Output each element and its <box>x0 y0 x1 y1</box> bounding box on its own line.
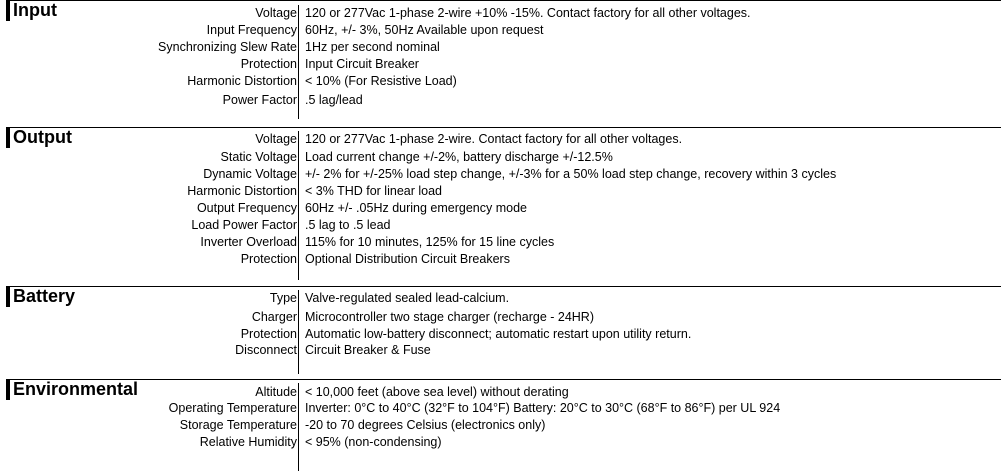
spec-value: < 95% (non-condensing) <box>305 435 442 449</box>
spec-label: Inverter Overload <box>200 235 297 249</box>
spec-value: .5 lag/lead <box>305 93 363 107</box>
section-battery <box>0 286 1003 376</box>
spec-row <box>0 290 1003 307</box>
spec-value: Automatic low-battery disconnect; automatic restart upon utility return. <box>305 327 692 341</box>
spec-row <box>0 251 1003 268</box>
spec-row <box>0 149 1003 166</box>
section-rule <box>6 127 1001 128</box>
section-title: Input <box>6 1 57 21</box>
spec-value: 60Hz, +/- 3%, 50Hz Available upon request <box>305 23 544 37</box>
spec-label: Harmonic Distortion <box>187 74 297 88</box>
spec-row <box>0 200 1003 217</box>
spec-label: Voltage <box>255 132 297 146</box>
spec-label: Dynamic Voltage <box>203 167 297 181</box>
spec-value: Inverter: 0°C to 40°C (32°F to 104°F) Battery: 20°C to 30°C (68°F to 86°F) per UL 924 <box>305 401 781 415</box>
spec-value: 1Hz per second nominal <box>305 40 440 54</box>
spec-value: < 3% THD for linear load <box>305 184 442 198</box>
spec-row <box>0 217 1003 234</box>
spec-row <box>0 234 1003 251</box>
spec-label: Operating Temperature <box>168 401 297 415</box>
spec-value: Input Circuit Breaker <box>305 57 419 71</box>
spec-value: < 10,000 feet (above sea level) without derating <box>305 385 569 399</box>
spec-row <box>0 342 1003 359</box>
spec-row <box>0 183 1003 200</box>
spec-label: Output Frequency <box>196 201 297 215</box>
spec-label: Input Frequency <box>206 23 297 37</box>
spec-value: -20 to 70 degrees Celsius (electronics only) <box>305 418 546 432</box>
spec-label: Protection <box>240 327 297 341</box>
section-rule <box>6 286 1001 287</box>
spec-label: Voltage <box>255 6 297 20</box>
spec-value: 115% for 10 minutes, 125% for 15 line cycles <box>305 235 555 249</box>
spec-label: Synchronizing Slew Rate <box>158 40 297 54</box>
spec-row <box>0 384 1003 401</box>
section-environmental <box>0 379 1003 471</box>
spec-row <box>0 417 1003 434</box>
section-title: Environmental <box>6 380 138 400</box>
spec-label: Disconnect <box>235 343 297 357</box>
spec-label: Type <box>269 291 297 305</box>
spec-label: Charger <box>251 310 297 324</box>
spec-value: Optional Distribution Circuit Breakers <box>305 252 510 266</box>
section-output <box>0 127 1003 283</box>
spec-value: .5 lag to .5 lead <box>305 218 391 232</box>
section-title: Battery <box>6 287 75 307</box>
spec-value: 60Hz +/- .05Hz during emergency mode <box>305 201 527 215</box>
spec-row <box>0 56 1003 73</box>
spec-value: Valve-regulated sealed lead-calcium. <box>305 291 510 305</box>
section-rule <box>6 379 1001 380</box>
spec-value: Load current change +/-2%, battery discharge +/-12.5% <box>305 150 613 164</box>
section-rule <box>6 0 1001 1</box>
spec-label: Storage Temperature <box>179 418 297 432</box>
spec-value: < 10% (For Resistive Load) <box>305 74 457 88</box>
spec-value: +/- 2% for +/-25% load step change, +/-3% for a 50% load step change, recovery within 3 cycles <box>305 167 837 181</box>
spec-row <box>0 5 1003 22</box>
spec-value: 120 or 277Vac 1-phase 2-wire +10% -15%. Contact factory for all other voltages. <box>305 6 751 20</box>
spec-row <box>0 434 1003 451</box>
spec-value: 120 or 277Vac 1-phase 2-wire. Contact factory for all other voltages. <box>305 132 683 146</box>
spec-row <box>0 326 1003 343</box>
spec-label: Relative Humidity <box>199 435 297 449</box>
section-title: Output <box>6 128 72 148</box>
spec-label: Power Factor <box>222 93 297 107</box>
spec-row <box>0 22 1003 39</box>
spec-row <box>0 39 1003 56</box>
spec-row <box>0 131 1003 148</box>
spec-value: Microcontroller two stage charger (recharge - 24HR) <box>305 310 594 324</box>
spec-label: Static Voltage <box>220 150 297 164</box>
spec-label: Protection <box>240 252 297 266</box>
spec-label: Harmonic Distortion <box>187 184 297 198</box>
section-input <box>0 0 1003 124</box>
spec-value: Circuit Breaker & Fuse <box>305 343 431 357</box>
spec-row <box>0 309 1003 326</box>
spec-label: Altitude <box>255 385 297 399</box>
spec-row <box>0 73 1003 90</box>
spec-row <box>0 400 1003 417</box>
spec-label: Protection <box>240 57 297 71</box>
spec-label: Load Power Factor <box>191 218 297 232</box>
spec-row <box>0 92 1003 109</box>
spec-row <box>0 166 1003 183</box>
